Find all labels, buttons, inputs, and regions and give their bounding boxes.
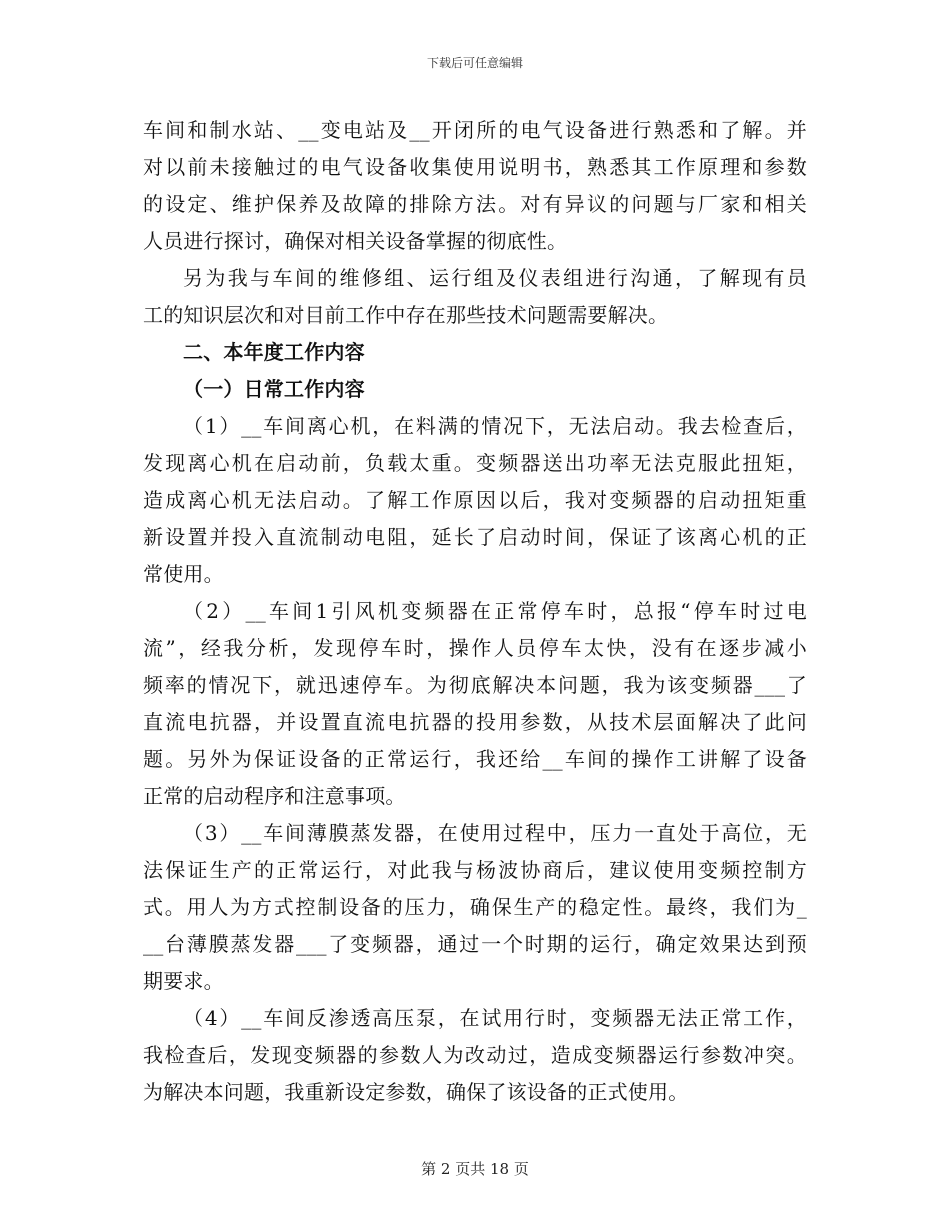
text-line: 式。用人为方式控制设备的压力，确保生产的稳定性。最终，我们为_ (143, 895, 807, 919)
text-line: 对以前未接触过的电气设备收集使用说明书，熟悉其工作原理和参数 (143, 155, 807, 179)
page-header: 下载后可任意编辑 (426, 56, 523, 70)
text-line: 直流电抗器，并设置直流电抗器的投用参数，从技术层面解决了此问 (143, 710, 807, 734)
text-line: 常使用。 (143, 562, 224, 586)
text-line: 法保证生产的正常运行，对此我与杨波协商后，建议使用变频控制方 (143, 858, 807, 882)
text-line: 我检查后，发现变频器的参数人为改动过，造成变频器运行参数冲突。 (143, 1043, 807, 1067)
text-line: 另为我与车间的维修组、运行组及仪表组进行沟通，了解现有员 (183, 266, 807, 290)
section-heading: （一）日常工作内容 (183, 377, 365, 401)
text-line: 正常的启动程序和注意事项。 (143, 784, 406, 808)
text-line: 人员进行探讨，确保对相关设备掌握的彻底性。 (143, 229, 568, 253)
page-footer: 第 2 页共 18 页 (421, 1160, 529, 1178)
text-line: （4）__车间反渗透高压泵，在试用行时，变频器无法正常工作， (183, 1006, 807, 1030)
text-line: 频率的情况下，就迅速停车。为彻底解决本问题，我为该变频器___了 (143, 673, 807, 697)
text-line: __台薄膜蒸发器___了变频器，通过一个时期的运行，确定效果达到预 (143, 932, 807, 956)
text-line: 题。另外为保证设备的正常运行，我还给__车间的操作工讲解了设备 (143, 747, 807, 771)
section-heading: 二、本年度工作内容 (183, 340, 365, 364)
text-line: 新设置并投入直流制动电阻，延长了启动时间，保证了该离心机的正 (143, 525, 807, 549)
text-line: 工的知识层次和对目前工作中存在那些技术问题需要解决。 (143, 303, 669, 327)
text-line: 流”，经我分析，发现停车时，操作人员停车太快，没有在逐步减小 (143, 636, 807, 660)
text-line: （1）__车间离心机，在料满的情况下，无法启动。我去检查后， (183, 414, 807, 438)
text-line: 期要求。 (143, 969, 224, 993)
text-line: 发现离心机在启动前，负载太重。变频器送出功率无法克服此扭矩， (143, 451, 807, 475)
document-body (143, 112, 807, 1111)
text-line: 车间和制水站、__变电站及__开闭所的电气设备进行熟悉和了解。并 (143, 118, 807, 142)
text-line: 为解决本问题，我重新设定参数，确保了该设备的正式使用。 (143, 1080, 689, 1104)
text-line: 造成离心机无法启动。了解工作原因以后，我对变频器的启动扭矩重 (143, 488, 807, 512)
text-line: 的设定、维护保养及故障的排除方法。对有异议的问题与厂家和相关 (143, 192, 807, 216)
text-line: （3）__车间薄膜蒸发器，在使用过程中，压力一直处于高位，无 (183, 821, 807, 845)
text-line: （2）__车间1引风机变频器在正常停车时，总报“停车时过电 (183, 599, 807, 623)
